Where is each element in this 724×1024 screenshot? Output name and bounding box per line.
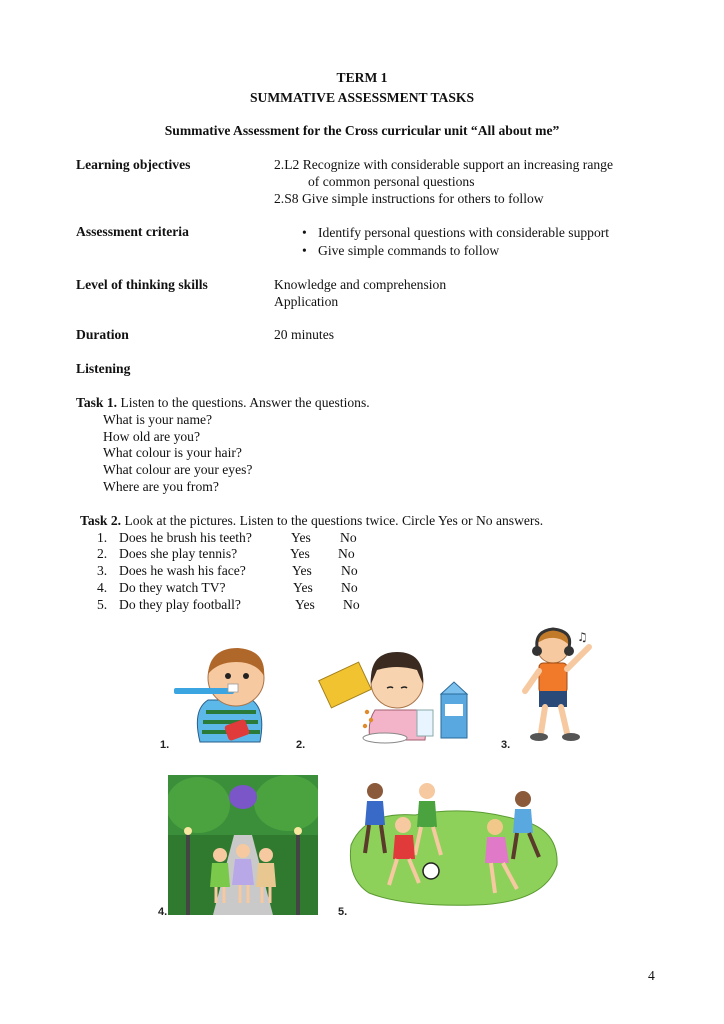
task-1-label: Task 1. (76, 395, 118, 410)
no-option[interactable]: No (338, 546, 355, 561)
duration-value: 20 minutes (274, 327, 335, 342)
assessment-criterion-1: • Identify personal questions with considerable support (318, 225, 609, 241)
learning-objective-1: 2.L2 Recognize with considerable support an increasing range (274, 157, 613, 172)
task-2-instruction: Look at the pictures. Listen to the questions twice. Circle Yes or No answers. (124, 513, 544, 528)
thinking-skill-1: Knowledge and comprehension (274, 277, 447, 292)
yes-option[interactable]: Yes (292, 563, 312, 578)
learning-objective-1-cont: of common personal questions (308, 174, 475, 189)
list-item-number: 3. (97, 563, 108, 578)
boy-with-headphones-illustration (515, 625, 600, 745)
list-item-question: Do they watch TV? (119, 580, 226, 595)
list-item-question: Does she play tennis? (119, 546, 238, 561)
assessment-criteria-label: Assessment criteria (76, 224, 189, 239)
picture-number-1: 1. (160, 739, 170, 751)
learning-objective-2: 2.S8 Give simple instructions for others to follow (274, 191, 544, 206)
list-item-question: Does he brush his teeth? (119, 530, 252, 545)
no-option[interactable]: No (341, 563, 358, 578)
term-heading: TERM 1 (336, 70, 388, 85)
document-subtitle: Summative Assessment for the Cross curricular unit “All about me” (164, 123, 560, 138)
picture-number-4: 4. (158, 906, 168, 918)
thinking-skill-2: Application (274, 294, 339, 309)
girl-breakfast-illustration (315, 640, 490, 745)
task-1-instruction: Listen to the questions. Answer the questions. (120, 395, 370, 410)
no-option[interactable]: No (341, 580, 358, 595)
task-1-heading (76, 395, 370, 411)
yes-option[interactable]: Yes (293, 580, 313, 595)
section-heading-listening: Listening (76, 361, 131, 376)
svg-text:♫: ♫ (577, 630, 588, 644)
kids-playing-football-illustration (345, 775, 565, 910)
list-item-number: 2. (97, 546, 108, 561)
list-item-question: Do they play football? (119, 597, 241, 612)
boy-brushing-teeth-illustration (170, 640, 290, 750)
yes-option[interactable]: Yes (290, 546, 310, 561)
thinking-skills-label: Level of thinking skills (76, 277, 208, 292)
task-1-question: What is your name? (103, 412, 213, 427)
page-number: 4 (648, 968, 655, 983)
no-option[interactable]: No (343, 597, 360, 612)
task-1-question: Where are you from? (103, 479, 219, 494)
list-item-number: 4. (97, 580, 108, 595)
duration-label: Duration (76, 327, 129, 342)
picture-number-5: 5. (338, 906, 348, 918)
yes-option[interactable]: Yes (295, 597, 315, 612)
list-item-number: 1. (97, 530, 108, 545)
picture-number-3: 3. (501, 739, 511, 751)
task-1-question: How old are you? (103, 429, 201, 444)
list-item-question: Does he wash his face? (119, 563, 246, 578)
task-2-label: Task 2. (80, 513, 122, 528)
task-1-question: What colour are your eyes? (103, 462, 253, 477)
list-item-number: 5. (97, 597, 108, 612)
assessment-criterion-2: • Give simple commands to follow (318, 243, 499, 259)
no-option[interactable]: No (340, 530, 357, 545)
girls-walking-park-illustration (168, 775, 318, 915)
yes-option[interactable]: Yes (291, 530, 311, 545)
document-title: SUMMATIVE ASSESSMENT TASKS (249, 90, 475, 105)
task-1-question: What colour is your hair? (103, 445, 242, 460)
picture-number-2: 2. (296, 739, 306, 751)
learning-objectives-label: Learning objectives (76, 157, 191, 172)
task-2-heading (80, 513, 543, 529)
